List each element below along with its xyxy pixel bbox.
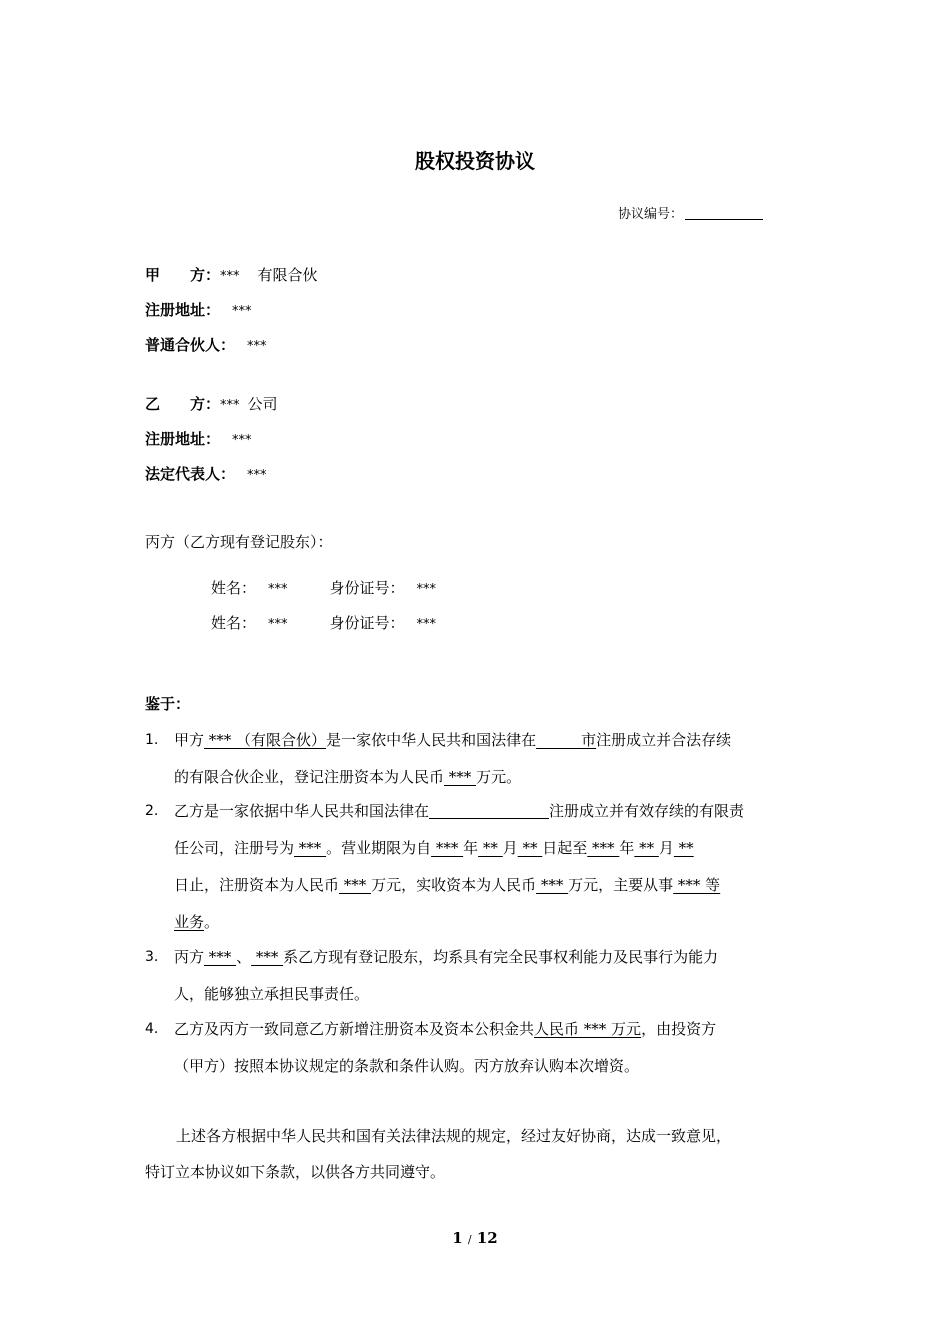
whereas-heading: 鉴于： — [145, 695, 191, 713]
party-c-row-1-name: *** — [268, 582, 288, 597]
party-b-address: *** — [232, 433, 252, 448]
text-run: （甲方）按照本协议规定的条款和条件认购。丙方放弃认购本次增资。 — [174, 1057, 640, 1075]
text-run: 。 — [204, 913, 220, 931]
party-a-name-suffix: 有限合伙 — [257, 266, 318, 284]
text-run: 月 — [502, 839, 518, 857]
party-b-address-line — [145, 429, 252, 451]
party-b-rep: *** — [247, 468, 267, 483]
text-run: 。营业期限为自 — [326, 839, 432, 857]
party-c-row-1-id: *** — [416, 582, 437, 597]
underlined-field: 市 — [536, 731, 597, 749]
whereas-item-2-line-3 — [174, 875, 720, 895]
whereas-item-2-line-2 — [174, 838, 694, 858]
closing-line-1: 上述各方根据中华人民共和国有关法律法规的规定，经过友好协商，达成一致意见， — [176, 1127, 732, 1145]
blank-field — [429, 802, 549, 819]
party-c-row-2-name: *** — [268, 617, 288, 632]
agreement-number — [618, 205, 763, 224]
whereas-item-3-line-1 — [174, 947, 718, 967]
party-a-address-label: 注册地址： — [145, 301, 221, 319]
party-c-row-2-id: *** — [416, 617, 437, 632]
underlined-field: *** — [251, 948, 284, 966]
party-a-address: *** — [232, 304, 252, 319]
underlined-field: *** 等 — [673, 876, 721, 894]
party-c-row-1-id-label: 身份证号： — [329, 579, 405, 597]
text-run: 是一家依中华人民共和国法律在 — [326, 731, 537, 749]
underlined-field: 业务 — [174, 913, 205, 931]
party-c-label: 丙方（乙方现有登记股东）： — [145, 533, 333, 551]
text-run: 注册成立并合法存续 — [596, 731, 732, 749]
whereas-item-2-number: 2. — [145, 803, 159, 819]
underlined-field: *** — [587, 839, 620, 857]
text-run: 注册成立并有效存续的有限责 — [549, 802, 745, 820]
party-b-name-stars: *** — [220, 398, 240, 413]
party-c-row-1 — [211, 578, 436, 600]
agreement-number-label: 协议编号： — [618, 207, 684, 222]
party-a-name-stars: *** — [220, 269, 240, 284]
text-run: ，由投资方 — [641, 1020, 717, 1038]
whereas-item-1-number: 1. — [145, 732, 159, 748]
text-run: 的有限合伙企业，登记注册资本为人民币 — [174, 768, 445, 786]
underlined-field: *** — [204, 948, 237, 966]
whereas-item-4-number: 4. — [145, 1021, 159, 1037]
text-run: 任公司，注册号为 — [174, 839, 295, 857]
text-run: 年 — [619, 839, 635, 857]
text-run: 万元。 — [476, 768, 522, 786]
whereas-item-4-line-2 — [174, 1056, 639, 1076]
whereas-item-2-line-4 — [174, 912, 219, 932]
party-a-label: 甲 方： — [145, 266, 221, 284]
page-separator: / — [467, 1233, 472, 1246]
underlined-field: *** — [431, 839, 464, 857]
text-run: 万元，主要从事 — [568, 876, 674, 894]
page-current: 1 — [452, 1229, 463, 1247]
document-title: 股权投资协议 — [415, 149, 535, 173]
closing-line-2: 特订立本协议如下条款，以供各方共同遵守。 — [145, 1163, 446, 1181]
page-total: 12 — [476, 1229, 498, 1247]
text-run: 万元，实收资本为人民币 — [371, 876, 537, 894]
underlined-field: ** — [634, 839, 659, 857]
underlined-field: ** — [478, 839, 503, 857]
party-b-address-label: 注册地址： — [145, 430, 221, 448]
whereas-item-1-line-1 — [174, 730, 731, 750]
whereas-item-3-number: 3. — [145, 949, 159, 965]
page-number — [0, 1228, 950, 1250]
party-c-row-2-name-label: 姓名： — [211, 614, 257, 632]
whereas-item-4-line-1 — [174, 1019, 716, 1039]
text-run: 日起至 — [542, 839, 588, 857]
agreement-number-blank[interactable] — [685, 205, 763, 220]
party-a-partner-line — [145, 335, 267, 357]
underlined-field: *** — [536, 876, 569, 894]
party-b-rep-label: 法定代表人： — [145, 465, 236, 483]
text-run: 甲方 — [174, 731, 205, 749]
underlined-field: *** （有限合伙） — [204, 731, 327, 749]
text-run: 人，能够独立承担民事责任。 — [174, 985, 370, 1003]
party-b-rep-line — [145, 464, 267, 486]
text-run: 乙方及丙方一致同意乙方新增注册资本及资本公积金共 — [174, 1020, 535, 1038]
party-a-partner: *** — [247, 339, 267, 354]
underlined-field: ** — [673, 839, 694, 857]
underlined-field: *** — [339, 876, 372, 894]
text-run: 丙方 — [174, 948, 205, 966]
party-c-row-1-name-label: 姓名： — [211, 579, 257, 597]
text-run: 乙方是一家依据中华人民共和国法律在 — [174, 802, 430, 820]
party-c-row-2-id-label: 身份证号： — [329, 614, 405, 632]
whereas-item-2-line-1 — [174, 801, 744, 821]
underlined-field: ** — [517, 839, 543, 857]
underlined-field: 人民币 *** 万元 — [534, 1020, 642, 1038]
text-run: 月 — [658, 839, 674, 857]
party-b-name-suffix: 公司 — [247, 395, 278, 413]
party-a-partner-label: 普通合伙人： — [145, 336, 236, 354]
whereas-item-3-line-2 — [174, 984, 369, 1004]
text-run: 年 — [463, 839, 479, 857]
text-run: 日止，注册资本为人民币 — [174, 876, 340, 894]
underlined-field: *** — [294, 839, 327, 857]
party-a-address-line — [145, 300, 252, 322]
party-a-line — [145, 265, 318, 287]
party-b-line — [145, 394, 278, 416]
text-run: 系乙方现有登记股东，均系具有完全民事权利能力及民事行为能力 — [283, 948, 719, 966]
party-b-label: 乙 方： — [145, 395, 221, 413]
underlined-field: *** — [444, 768, 477, 786]
text-run: 、 — [236, 948, 252, 966]
whereas-item-1-line-2 — [174, 767, 521, 787]
party-c-row-2 — [211, 613, 436, 635]
